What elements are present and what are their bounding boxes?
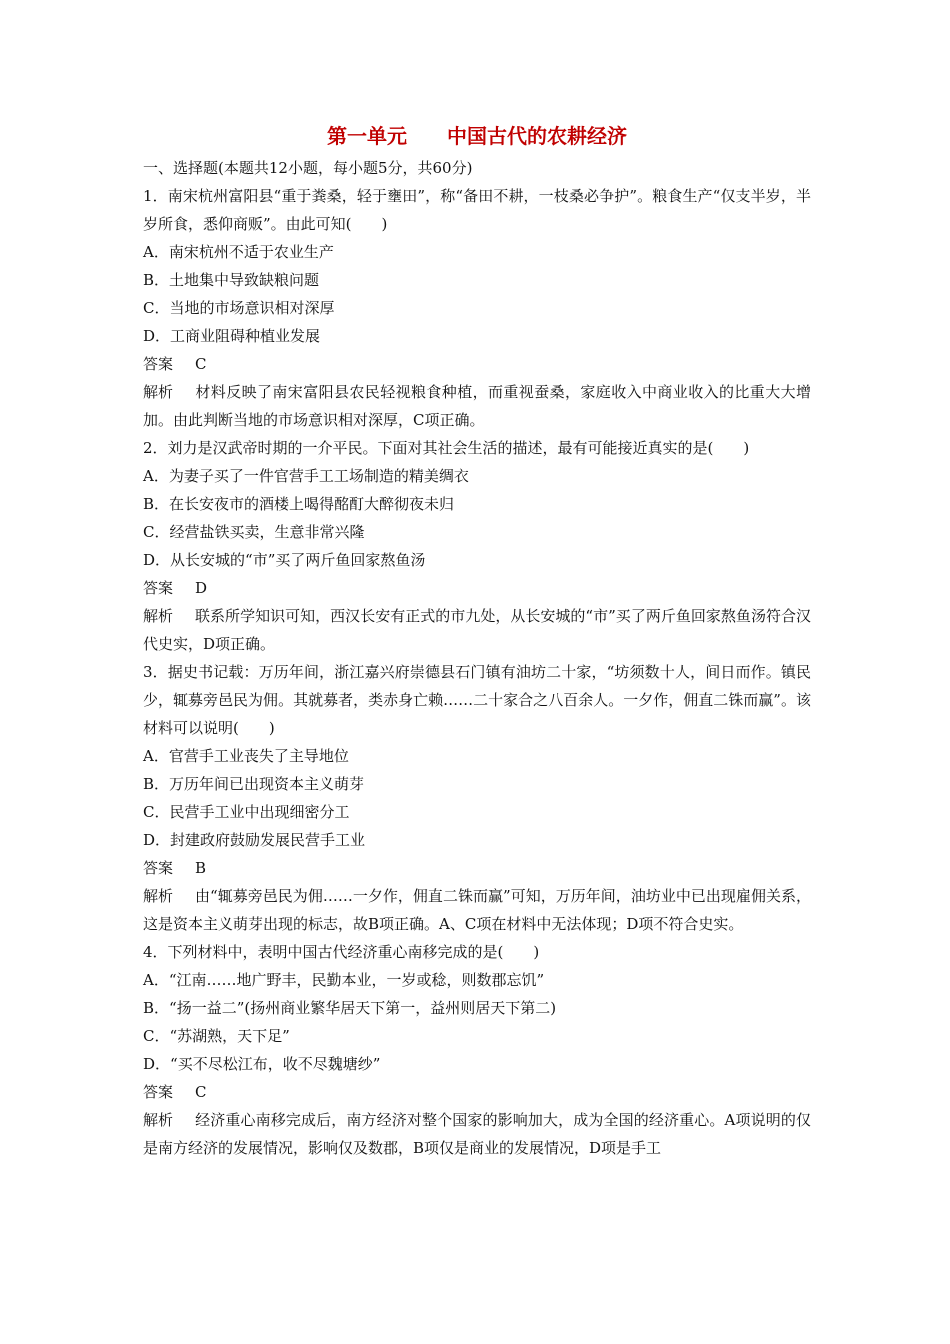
answer-label: 答案 [143,1083,174,1101]
analysis-line [143,882,811,938]
question-stem: 3．据史书记载：万历年间，浙江嘉兴府崇德县石门镇有油坊二十家，“坊须数十人，间日而作。镇民少，辄募旁邑民为佣。其就募者，类赤身亡赖……二十家合之八百余人。一夕作，佣直二铢而赢”。该材料可以说明( ) [143,663,811,737]
question-4 [143,938,811,1162]
option-a: A．“江南……地广野丰，民勤本业，一岁或稔，则数郡忘饥” [143,971,545,989]
option-b: B．“扬一益二”(扬州商业繁华居天下第一，益州则居天下第二) [143,999,557,1017]
document-page [143,118,811,1162]
option-d: D．封建政府鼓励发展民营手工业 [143,831,366,849]
answer-value: C [195,355,207,373]
question-2 [143,434,811,658]
option-c: C．“苏湖熟，天下足” [143,1027,290,1045]
analysis-text: 由“辄募旁邑民为佣……一夕作，佣直二铢而赢”可知，万历年间，油坊业中已出现雇佣关系，这是资本主义萌芽出现的标志，故B项正确。A、C项在材料中无法体现；D项不符合史实。 [143,887,811,933]
question-1 [143,182,811,434]
analysis-text: 联系所学知识可知，西汉长安有正式的市九处，从长安城的“市”买了两斤鱼回家熬鱼汤符合汉代史实，D项正确。 [143,607,811,653]
analysis-text: 材料反映了南宋富阳县农民轻视粮食种植，而重视蚕桑，家庭收入中商业收入的比重大大增加。由此判断当地的市场意识相对深厚，C项正确。 [143,383,811,429]
option-d: D．工商业阻碍种植业发展 [143,327,321,345]
analysis-text: 经济重心南移完成后，南方经济对整个国家的影响加大，成为全国的经济重心。A项说明的仅是南方经济的发展情况，影响仅及数郡，B项仅是商业的发展情况，D项是手工 [143,1111,811,1157]
answer-value: C [195,1083,207,1101]
answer-label: 答案 [143,579,174,597]
option-a: A．南宋杭州不适于农业生产 [143,243,334,261]
question-stem: 2．刘力是汉武帝时期的一介平民。下面对其社会生活的描述，最有可能接近真实的是( ) [143,439,750,457]
analysis-label: 解析 [143,1111,174,1129]
answer-value: D [195,579,208,597]
answer-line [143,350,811,378]
option-b: B．在长安夜市的酒楼上喝得酩酊大醉彻夜未归 [143,495,455,513]
answer-line [143,854,811,882]
option-b: B．万历年间已出现资本主义萌芽 [143,775,365,793]
option-a: A．官营手工业丧失了主导地位 [143,747,349,765]
answer-line [143,1078,811,1106]
question-stem: 4．下列材料中，表明中国古代经济重心南移完成的是( ) [143,943,540,961]
answer-value: B [195,859,207,877]
analysis-label: 解析 [143,887,174,905]
option-b: B．土地集中导致缺粮问题 [143,271,320,289]
option-c: C．当地的市场意识相对深厚 [143,299,335,317]
answer-label: 答案 [143,355,174,373]
answer-label: 答案 [143,859,174,877]
analysis-line [143,378,811,434]
option-c: C．经营盐铁买卖，生意非常兴隆 [143,523,365,541]
option-d: D．“买不尽松江布，收不尽魏塘纱” [143,1055,381,1073]
option-d: D．从长安城的“市”买了两斤鱼回家熬鱼汤 [143,551,426,569]
analysis-label: 解析 [143,383,174,401]
page-title: 第一单元 中国古代的农耕经济 [327,124,627,148]
answer-line [143,574,811,602]
analysis-line [143,1106,811,1162]
question-stem: 1．南宋杭州富阳县“重于粪桑，轻于壅田”，称“备田不耕，一枝桑必争护”。粮食生产“仅支半岁，半岁所食，悉仰商贩”。由此可知( ) [143,187,811,233]
question-3 [143,658,811,938]
analysis-label: 解析 [143,607,174,625]
option-a: A．为妻子买了一件官营手工工场制造的精美绸衣 [143,467,469,485]
section-heading: 一、选择题(本题共12小题，每小题5分，共60分) [143,159,473,177]
option-c: C．民营手工业中出现细密分工 [143,803,350,821]
analysis-line [143,602,811,658]
